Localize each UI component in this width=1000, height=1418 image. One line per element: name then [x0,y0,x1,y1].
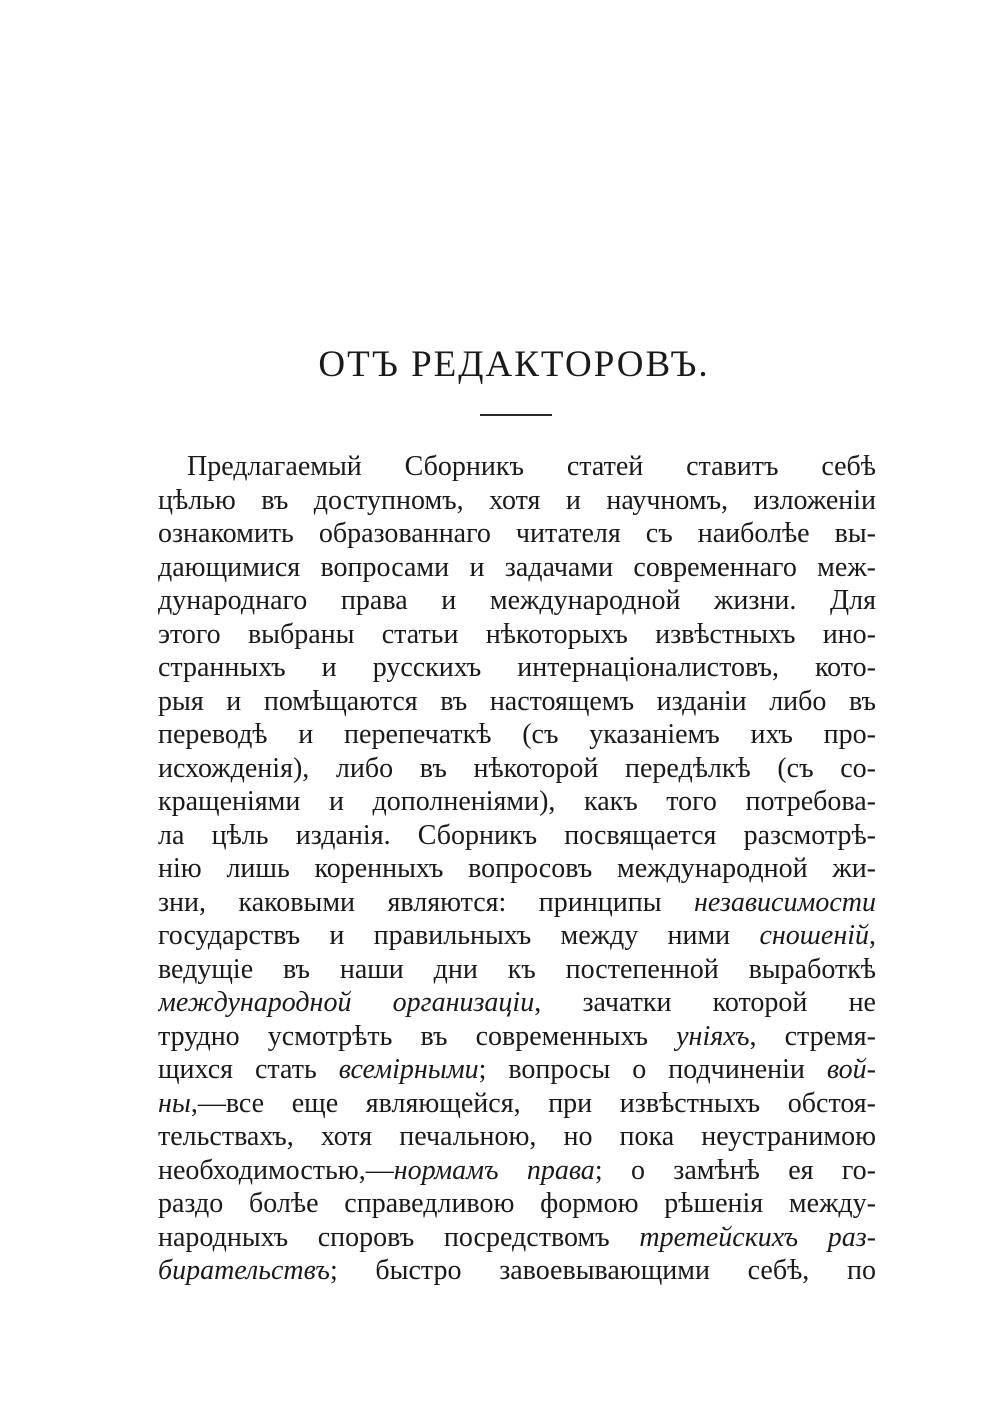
text-segment: , [869,920,876,951]
text-line [158,484,876,518]
text-segment: ведущіе въ наши дни къ постепенной выработкѣ [158,953,876,985]
text-line [158,685,876,719]
text-segment: странныхъ и русскихъ интернаціоналистовъ, кото- [158,652,876,683]
preface-text [158,450,876,1288]
text-line [158,584,876,618]
text-line [158,618,876,652]
text-line [158,1221,876,1255]
page-title: ОТЪ РЕДАКТОРОВЪ. [318,344,710,385]
text-segment: ; о замѣнѣ ея го- [594,1154,876,1186]
text-segment: Предлагаемый Сборникъ статей ставитъ себѣ [187,451,876,482]
text-segment: зни, каковыми являются: принципы [158,886,695,918]
text-segment: , зачатки которой не [534,987,876,1018]
text-line [158,551,876,585]
text-line [158,517,876,551]
italic-term: вой- [826,1054,876,1085]
text-segment: ; быстро завоевывающими себѣ, по [329,1255,876,1286]
text-segment: этого выбраны статьи нѣкоторыхъ извѣстныхъ ино- [158,618,876,650]
text-segment: ,—все еще являющейся, при извѣстныхъ обстоя- [190,1087,876,1119]
italic-term: сношеній [759,920,869,951]
text-segment: раздо болѣе справедливою формою рѣшенія между- [158,1188,876,1219]
italic-term: международной организаціи [158,987,535,1018]
text-segment: дународнаго права и международной жизни. Для [158,585,876,616]
text-segment: кращеніями и дополненіями), какъ того потребова- [158,786,876,817]
text-segment: ознакомить образованнаго читателя съ наиболѣе вы- [158,518,876,549]
text-line [158,1187,876,1221]
text-segment: дающимися вопросами и задачами современнаго меж- [158,551,876,583]
text-line [158,1254,876,1288]
text-line [158,718,876,752]
text-segment: цѣлью въ доступномъ, хотя и научномъ, изложеніи [158,484,876,516]
text-segment: необходимостью,— [158,1154,394,1186]
text-line [158,886,876,920]
text-segment: переводѣ и перепечаткѣ (съ указаніемъ ихъ про- [158,719,876,750]
text-segment: ла цѣль изданія. Сборникъ посвящается разсмотрѣ- [158,819,876,851]
text-line [158,1087,876,1121]
text-line [158,651,876,685]
text-segment: народныхъ споровъ посредствомъ [158,1221,640,1253]
text-line [158,919,876,953]
text-line [158,1120,876,1154]
text-segment: исхожденія), либо въ нѣкоторой передѣлкѣ (съ со- [158,752,876,784]
text-line [158,819,876,853]
text-segment: государствъ и правильныхъ между ними [158,920,760,951]
text-line [158,1053,876,1087]
text-line [158,1020,876,1054]
italic-term: ны [158,1087,191,1119]
italic-term: третейскихъ раз- [639,1221,876,1253]
italic-term: нормамъ права [393,1154,595,1186]
text-segment: рыя и помѣщаются въ настоящемъ изданіи либо въ [158,685,876,717]
text-line [158,953,876,987]
text-line [158,752,876,786]
italic-term: бирательствъ [158,1255,330,1286]
text-segment: нію лишь коренныхъ вопросовъ международной жи- [158,853,876,884]
text-line [158,785,876,819]
italic-term: уніяхъ [676,1020,750,1052]
text-segment: ; вопросы о подчиненіи [478,1054,827,1085]
text-segment: трудно усмотрѣть въ современныхъ [158,1020,677,1052]
italic-term: всемірными [338,1054,479,1085]
text-line [158,852,876,886]
text-segment: тельствахъ, хотя печальною, но пока неустранимою [158,1121,876,1152]
text-segment: щихся стать [158,1054,339,1085]
title-divider [480,414,552,416]
text-segment: , стремя- [749,1020,876,1052]
text-line [158,986,876,1020]
text-line [158,450,876,484]
italic-term: независимости [694,886,876,918]
text-line [158,1154,876,1188]
